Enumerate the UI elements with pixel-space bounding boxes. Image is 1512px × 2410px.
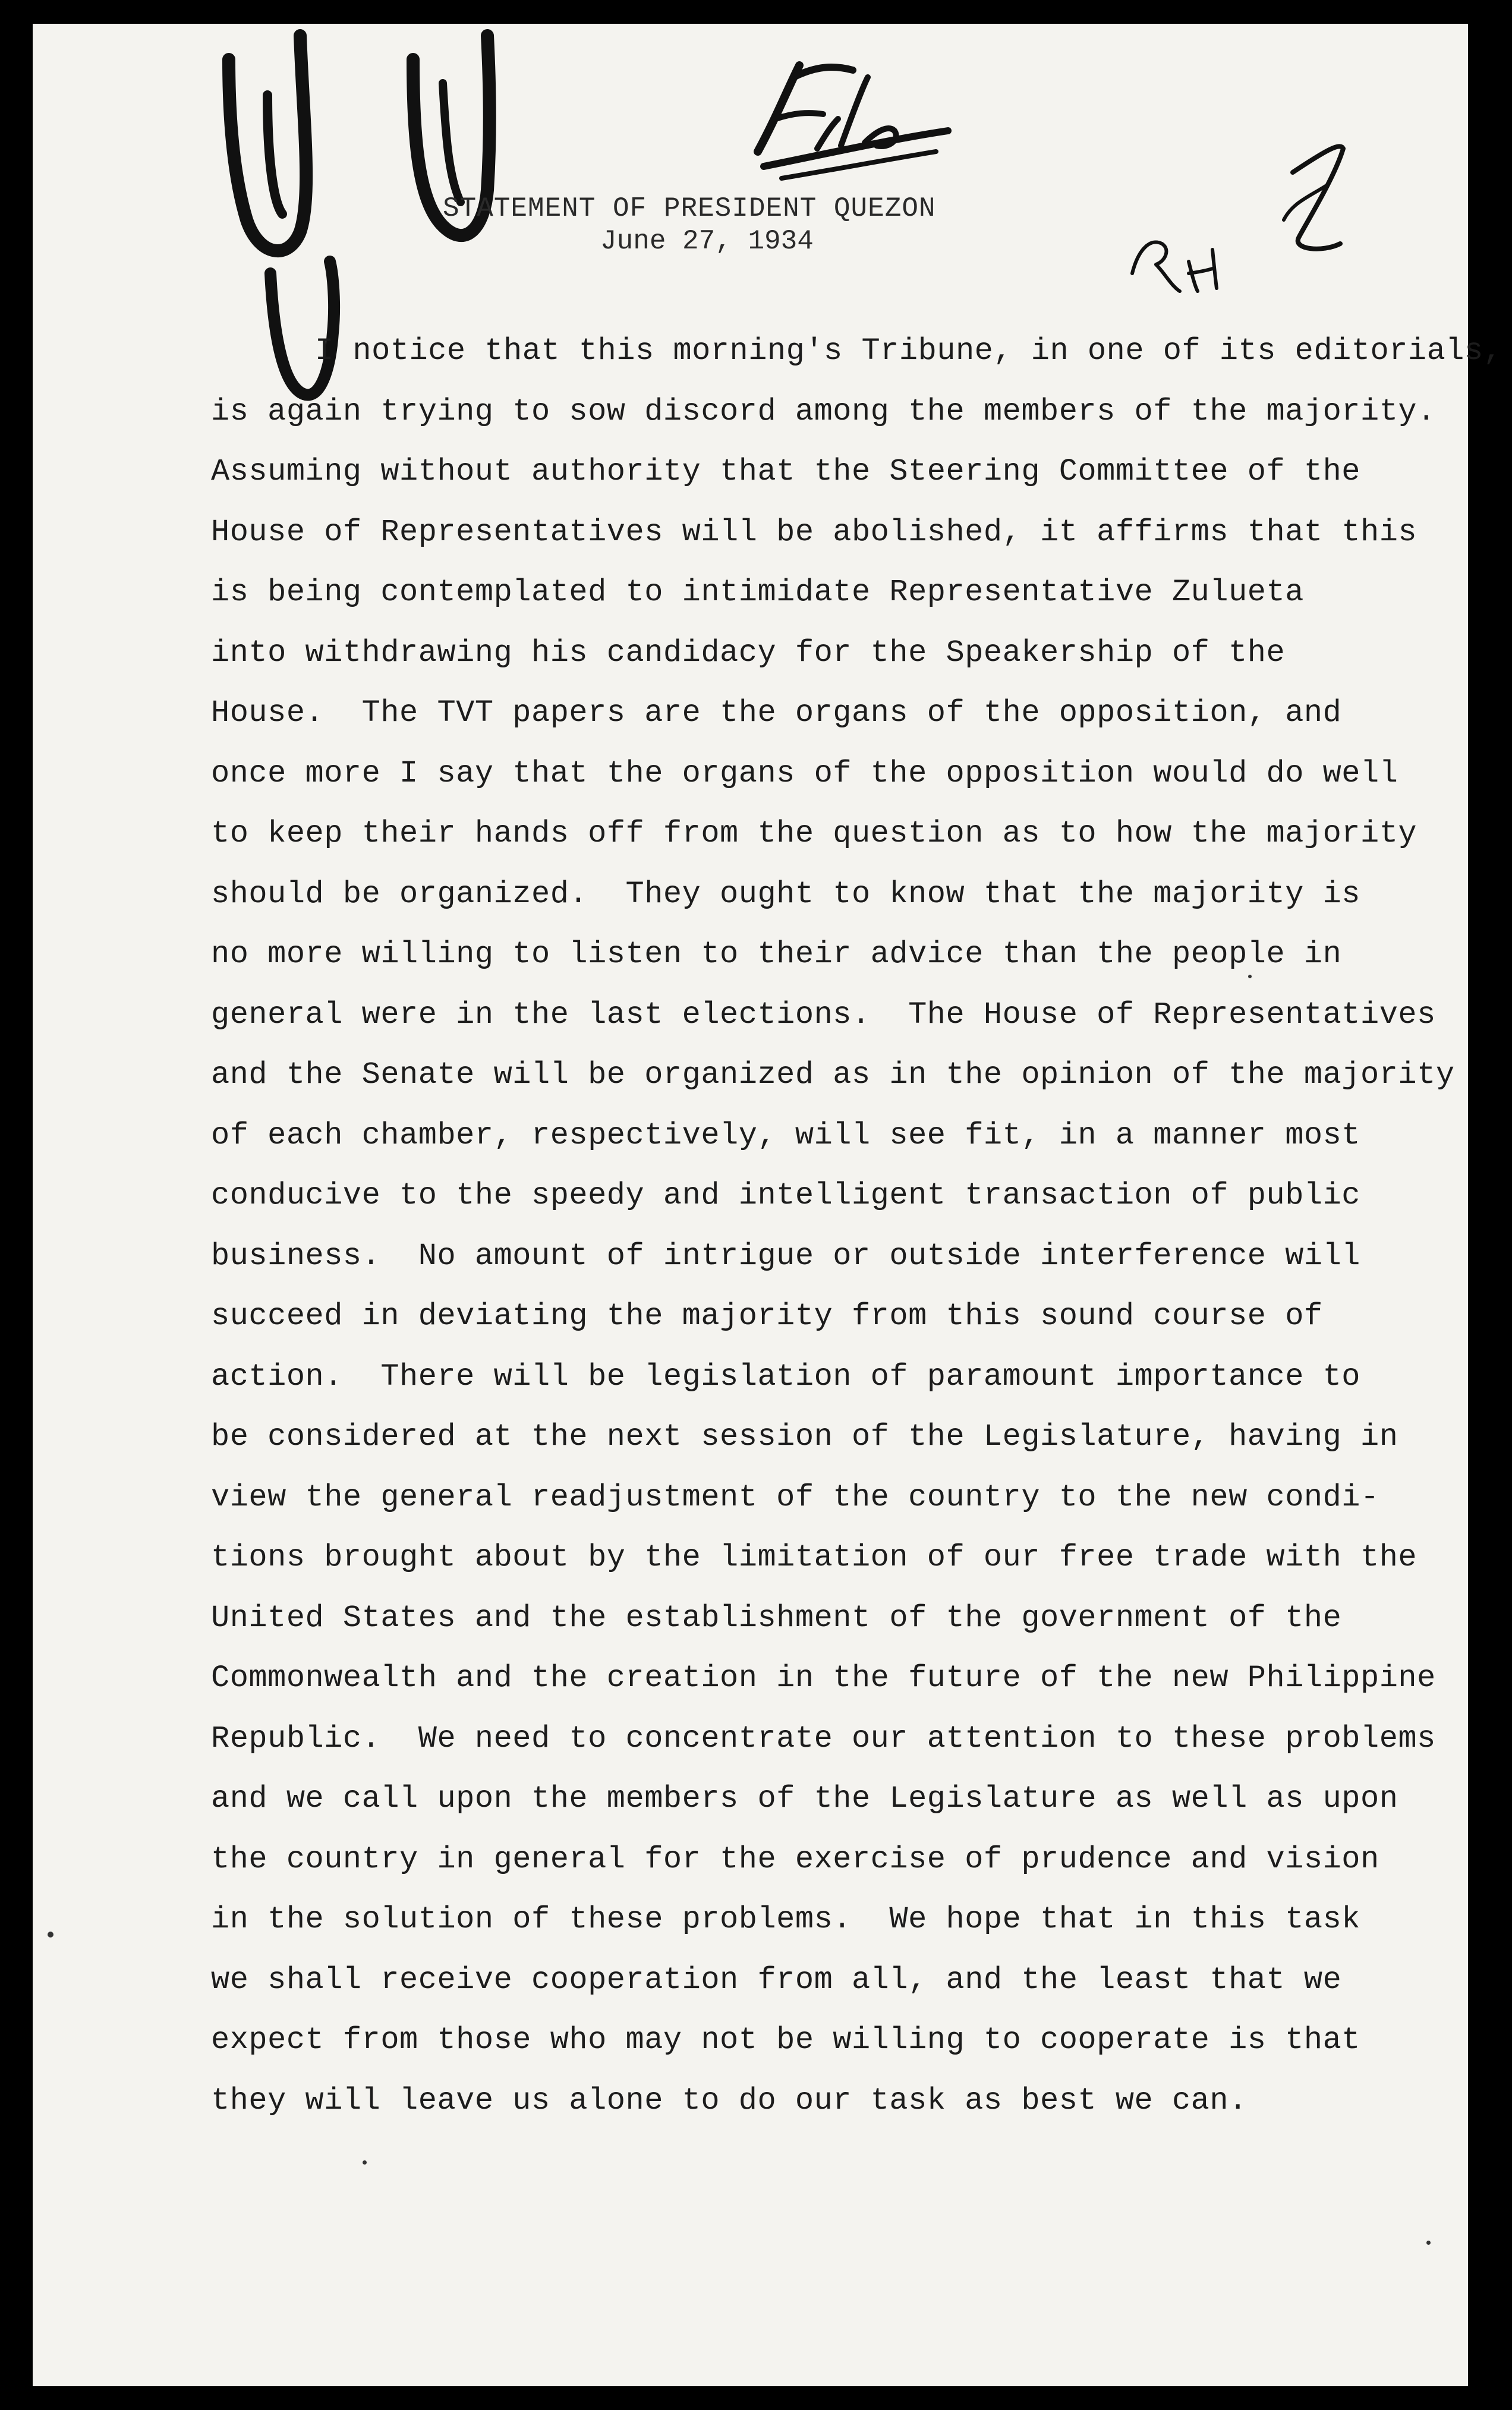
document-date: June 27, 1934 <box>600 226 814 257</box>
text-line: once more I say that the organs of the opposition would do well <box>211 755 1398 791</box>
text-line: of each chamber, respectively, will see fit, in a manner most <box>211 1117 1361 1153</box>
text-line: to keep their hands off from the question as to how the majority <box>211 816 1418 851</box>
text-line: is again trying to sow discord among the members of the majority. <box>211 393 1436 429</box>
text-line: Assuming without authority that the Steering Committee of the <box>211 454 1361 489</box>
text-line: House of Representatives will be abolished, it affirms that this <box>211 514 1418 550</box>
text-line: be considered at the next session of the Legislature, having in <box>211 1419 1398 1454</box>
text-line: should be organized. They ought to know that the majority is <box>211 876 1361 912</box>
text-line: the country in general for the exercise of prudence and vision <box>211 1841 1379 1877</box>
text-line: and we call upon the members of the Legislature as well as upon <box>211 1781 1398 1816</box>
text-line: House. The TVT papers are the organs of the opposition, and <box>211 695 1342 730</box>
text-line: is being contemplated to intimidate Representative Zulueta <box>211 575 1304 610</box>
text-line: they will leave us alone to do our task as best we can. <box>211 2083 1248 2118</box>
text-line: action. There will be legislation of paramount importance to <box>211 1359 1361 1394</box>
text-line: into withdrawing his candidacy for the Speakership of the <box>211 635 1286 670</box>
text-line: tions brought about by the limitation of our free trade with the <box>211 1540 1418 1575</box>
text-line: I notice that this morning's Tribune, in one of its editorials, <box>315 333 1502 368</box>
text-line: United States and the establishment of the government of the <box>211 1600 1342 1636</box>
text-line: expect from those who may not be willing to cooperate is that <box>211 2022 1361 2058</box>
text-line: Republic. We need to concentrate our attention to these problems <box>211 1721 1436 1756</box>
document-page <box>33 24 1502 2386</box>
text-line: in the solution of these problems. We hope that in this task <box>211 1902 1361 1937</box>
text-line: general were in the last elections. The House of Representatives <box>211 997 1436 1032</box>
ink-speck <box>1248 975 1252 978</box>
statement-body <box>211 321 1502 2131</box>
text-line: business. No amount of intrigue or outside interference will <box>211 1238 1361 1274</box>
ink-speck <box>48 1932 53 1938</box>
text-line: and the Senate will be organized as in the opinion of the majority <box>211 1057 1455 1092</box>
text-line: Commonwealth and the creation in the future of the new Philippine <box>211 1661 1436 1696</box>
text-line: no more willing to listen to their advice than the people in <box>211 937 1342 972</box>
text-line: succeed in deviating the majority from this sound course of <box>211 1299 1323 1334</box>
ink-speck <box>1426 2241 1431 2245</box>
text-line: we shall receive cooperation from all, and the least that we <box>211 1962 1342 1998</box>
ink-speck <box>363 2160 367 2165</box>
document-title: STATEMENT OF PRESIDENT QUEZON <box>443 193 936 224</box>
text-line: view the general readjustment of the country to the new condi- <box>211 1479 1379 1515</box>
text-line: conducive to the speedy and intelligent transaction of public <box>211 1178 1361 1213</box>
